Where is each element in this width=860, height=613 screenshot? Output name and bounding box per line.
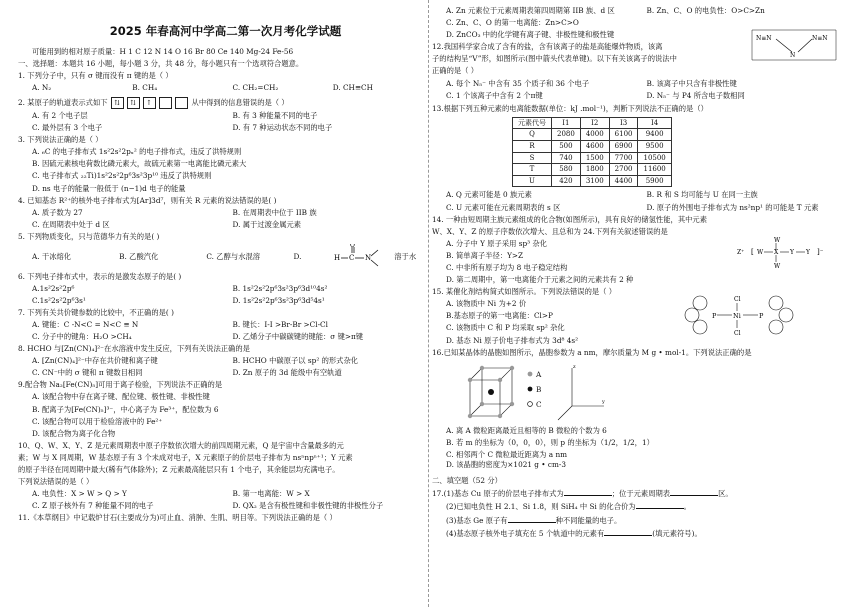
- q4-options: [18, 220, 433, 231]
- option: B. HCHO 中碳原子以 sp² 的形式杂化: [232, 356, 359, 366]
- option: A. 该配合物中存在离子键、配位键、极性键、非极性键: [32, 392, 210, 402]
- option: D. H C O N 溶于水: [294, 244, 433, 270]
- q14-stem: 14. 一种由短周期主族元素组成的化合物(如图所示)，具有良好的储氢性能，其中元素: [432, 214, 708, 224]
- q1-stem: 1. 下列分子中，只有 σ 键而没有 π 键的是（ ）: [18, 70, 173, 80]
- svg-text:N: N: [790, 52, 796, 60]
- table-cell: 6100: [609, 129, 638, 141]
- table-cell: 9400: [638, 129, 671, 141]
- ionization-table: [512, 117, 672, 188]
- option: D. ns 电子的能量一般低于 (n−1)d 电子的能量: [32, 183, 186, 193]
- option: B. 配离子为[Fe(CN)₅]³⁻，中心离子为 Fe³⁺，配位数为 6: [32, 404, 219, 414]
- q12-options: [432, 91, 847, 102]
- option: A. 质子数为 27: [32, 207, 83, 217]
- table-header: I3: [609, 117, 638, 129]
- q11-options: [432, 6, 847, 17]
- table-cell: 4600: [580, 141, 609, 153]
- q9-stem: 9.配合物 Na₂[Fe(CN)₅]可用于离子检验，下列说法不正确的是: [18, 380, 223, 390]
- table-cell: 2080: [552, 129, 581, 141]
- svg-text:]⁻: ]⁻: [817, 247, 824, 256]
- option: D. 第二周期中，第一电离能介于元素之间的元素共有 2 种: [446, 275, 634, 285]
- q4-stem: 4. 已知基态 R²⁺的核外电子排布式为[Ar]3d⁷，则有关 R 元素的说法错误的是( ): [18, 195, 277, 205]
- option: C. CN⁻中的 σ 键和 π 键数目相同: [32, 368, 143, 378]
- option: B. Zn、C、O 的电负性：O>C>Zn: [646, 6, 765, 15]
- answer-blank[interactable]: [604, 528, 652, 536]
- nickel-catalyst-structure-icon: [682, 289, 802, 341]
- q16-stem: 16.已知某晶体的晶胞如图所示，晶胞参数为 a nm，摩尔质量为 M g • mol-1。下列说法正确的是: [432, 347, 752, 357]
- option: C. 最外层有 3 个电子: [32, 123, 103, 133]
- svg-text:Ni: Ni: [733, 312, 741, 321]
- svg-text:C: C: [349, 254, 355, 262]
- orbital-box-2p: [175, 97, 188, 109]
- svg-text:[: [: [751, 247, 754, 256]
- svg-text:H: H: [334, 254, 341, 262]
- option: D. 原子的外围电子排布式为 ns²np¹ 的可能是 T 元素: [646, 202, 819, 212]
- option: A. 分子中 Y 原子采用 sp³ 杂化: [446, 238, 548, 248]
- option: A. ₆C 的电子排布式 1s²2s²2pₓ² 的电子排布式，违反了洪特规则: [32, 147, 242, 157]
- orbital-box-2s: ⇅: [127, 97, 140, 109]
- option: C. 该物质中 C 和 P 均采取 sp² 杂化: [446, 323, 565, 333]
- q2-options: [18, 111, 433, 122]
- option: C. 电子排布式 ₂₂Ti)1s²2s²2p⁶3s²3p¹⁰ 违反了洪特规则: [32, 171, 212, 181]
- q15-block: [432, 287, 847, 346]
- answer-blank[interactable]: [670, 488, 718, 496]
- q15-stem: 15. 某催化剂结构简式如图所示。下列说法错误的是（ ）: [432, 287, 617, 297]
- svg-text:Y: Y: [806, 248, 810, 256]
- section-1-heading: 一、选择题：本题共 16 小题，每小题 3 分，共 48 分，每小题只有一个选项符合题意。: [18, 58, 304, 68]
- q1-options: [18, 83, 433, 94]
- section-2-heading: 二、填空题（52 分）: [432, 476, 502, 486]
- option: C. 中非所有原子均为 8 电子稳定结构: [446, 262, 568, 272]
- option: D. N₅⁻ 与 P4 所含电子数相同: [646, 90, 745, 100]
- orbital-box-2p: ↑: [143, 97, 156, 109]
- svg-text:P: P: [712, 312, 717, 321]
- option: A. Q 元素可能是 0 族元素: [446, 190, 532, 200]
- svg-text:Z⁺: Z⁺: [737, 248, 745, 256]
- table-header-row: [513, 117, 672, 129]
- table-row: [513, 164, 672, 176]
- option: B. 键长：I-I >Br-Br >Cl-Cl: [232, 319, 328, 329]
- q10-stem: 10、Q、W、X、Y、Z 是元素周期表中原子序数依次增大的前四周期元素，Q 是宇宙中含量最多的元: [18, 440, 344, 450]
- table-cell: 5900: [638, 175, 671, 187]
- option: B. 有 3 种能量不同的电子: [232, 110, 318, 120]
- option: D. QX₂ 是含有极性键和非极性键的非极性分子: [232, 501, 384, 511]
- option: B. CH₄: [132, 82, 158, 92]
- q12-stem: 子的结构呈“V”形，如图所示(图中箭头代表单键)。以下有关该离子的说法中: [432, 54, 677, 64]
- option: A. [Zn(CN)₄]²⁻中存在共价键和离子键: [32, 356, 158, 366]
- table-row: [513, 152, 672, 164]
- option: A.1s²2s²2p⁶: [32, 283, 75, 293]
- table-cell: 500: [552, 141, 581, 153]
- q10-options: [18, 501, 433, 512]
- q10-stem: 下列说法错误的是（ ）: [18, 477, 94, 487]
- q16-options: [432, 426, 654, 462]
- left-column: [18, 0, 433, 607]
- option: D. 该配合物为离子化合物: [32, 428, 116, 438]
- table-cell: 9500: [638, 141, 671, 153]
- answer-blank[interactable]: [636, 501, 684, 509]
- svg-text:Cl: Cl: [734, 296, 741, 304]
- option: D. Zn 原子的 3d 能级中有空轨道: [232, 368, 342, 378]
- q6-options: [18, 296, 433, 307]
- q7-stem: 7. 下列有关共价键参数的比较中，不正确的是( ): [18, 307, 174, 317]
- table-cell: 3100: [580, 175, 609, 187]
- table-cell: U: [513, 175, 552, 187]
- table-cell: 1500: [580, 152, 609, 164]
- legend-label-c: C: [536, 399, 542, 409]
- option: C. 乙醇与水混溶: [206, 251, 261, 261]
- q2-stem: 2. 某原子的轨道表示式如下 ⇅ ⇅ ↑ 从中得到的信息错误的是（ ）: [18, 98, 289, 108]
- option: D. ZnCO₃ 中的化学键有离子键、非极性键和极性键: [446, 30, 615, 40]
- compound-structure-icon: [737, 237, 837, 269]
- q10-stem: 素；W 与 X 同周期，W 基态原子有 3 个未成对电子，X 元素原子的价层电子排布为 nsⁿnpⁿ⁺¹；Y 元素: [18, 452, 353, 462]
- q7-options: [18, 332, 433, 343]
- q6-stem: 6. 下列电子排布式中，表示的是激发态原子的是( ): [18, 271, 182, 281]
- option: B.基态原子的第一电离能：Cl>P: [446, 311, 553, 321]
- option: A. 离 A 微粒距离最近且相等的 B 微粒的个数为 6: [446, 425, 607, 435]
- legend-label-a: A: [536, 369, 542, 379]
- table-row: [513, 129, 672, 141]
- option: A. 有 2 个电子层: [32, 110, 88, 120]
- svg-text:N≡N: N≡N: [812, 35, 828, 43]
- svg-text:Y: Y: [790, 248, 794, 256]
- option: C.1s²2s²2p⁶3s¹: [32, 295, 86, 305]
- svg-text:z: z: [573, 363, 576, 370]
- svg-text:Cl: Cl: [734, 330, 741, 338]
- option: C. U 元素可能在元素周期表的 s 区: [446, 202, 561, 212]
- table-row: [513, 175, 672, 187]
- answer-blank[interactable]: [564, 488, 612, 496]
- svg-text:N≡N: N≡N: [756, 35, 772, 43]
- option: C. 相邻两个 C 微粒最近距离为 a nm: [446, 449, 568, 459]
- table-cell: 580: [552, 164, 581, 176]
- table-cell: 7700: [609, 152, 638, 164]
- option: B. R 和 S 均可能与 U 在同一主族: [646, 190, 758, 200]
- table-cell: 1800: [580, 164, 609, 176]
- table-cell: R: [513, 141, 552, 153]
- table-header: I4: [638, 117, 671, 129]
- q13-options: [432, 190, 847, 201]
- q13-stem: 13.根据下列五种元素的电离能数据(单位：kJ .mol⁻¹)，判断下列说法不正确的是（）: [432, 104, 708, 114]
- option: D. CH≡CH: [332, 82, 373, 92]
- option: C. Z 原子核外有 7 种能量不同的电子: [32, 501, 154, 511]
- table-cell: 11600: [638, 164, 671, 176]
- orbital-box-1s: ⇅: [111, 97, 124, 109]
- svg-text:N: N: [365, 254, 372, 262]
- q4-options: [18, 208, 433, 219]
- q10-stem: 的原子半径在同周期中最大(稀有气体除外)；Z 元素最高能层只有 1 个电子，其余能层均充满电子。: [18, 465, 340, 474]
- table-cell: 6900: [609, 141, 638, 153]
- q12-stem: 正确的是（ ）: [432, 66, 479, 76]
- option: D. 属于过渡金属元素: [232, 219, 302, 229]
- q14-block: [432, 236, 847, 286]
- n5-ion-structure-icon: [750, 28, 840, 62]
- option: D. 1s²2s²2p⁶3s²3p⁶3d⁵4s¹: [232, 295, 325, 305]
- svg-text:W: W: [757, 248, 764, 256]
- q17-line-4: (4)基态原子核外电子填充在 5 个轨道中的元素有 (填元素符号)。: [446, 528, 702, 538]
- table-cell: S: [513, 152, 552, 164]
- option: B. 第一电离能：W > X: [232, 489, 310, 499]
- table-cell: 420: [552, 175, 581, 187]
- svg-text:X: X: [774, 248, 779, 256]
- q14-stem: W、X、Y、Z 的原子序数依次增大、且总和为 24.下列有关叙述错误的是: [432, 226, 668, 236]
- page-title: 2025 年春高河中学高二第一次月考化学试题: [109, 24, 342, 38]
- q17-line-3: (3)基态 Ge 原子有 种不同能量的电子。: [446, 515, 622, 525]
- q8-stem: 8. HCHO 与[Zn(CN)₄]²⁻在水溶液中发生反应，下列有关说法正确的是: [18, 344, 250, 354]
- option: A. 键能：C -N<C = N<C ≡ N: [32, 319, 139, 329]
- table-cell: T: [513, 164, 552, 176]
- dmf-structure-icon: [332, 244, 394, 270]
- svg-text:O: O: [350, 244, 356, 249]
- q5-stem: 5. 下列物质变化，只与范德华力有关的是( ): [18, 231, 160, 241]
- option: D. 基态 Ni 原子价电子排布式为 3d⁸ 4s²: [446, 335, 579, 345]
- table-cell: 2700: [609, 164, 638, 176]
- answer-blank[interactable]: [508, 515, 556, 523]
- option: B. 简单离子半径：Y>Z: [446, 250, 524, 260]
- table-cell: 4400: [609, 175, 638, 187]
- q12-stem: 12.我国科学家合成了含有的盐，含有该离子的盐是高能爆炸物质，该离: [432, 42, 663, 52]
- option: C. 在周期表中处于 d 区: [32, 219, 110, 229]
- orbital-diagram: [111, 97, 188, 109]
- table-cell: 4000: [580, 129, 609, 141]
- option: B. 因硫元素核电荷数比磷元素大，故硫元素第一电离能比磷元素大: [32, 159, 247, 169]
- option: B. 该离子中只含有非极性键: [646, 78, 737, 88]
- q3-stem: 3. 下列说法正确的是（ ）: [18, 135, 103, 145]
- table-header: 元素代号: [513, 117, 552, 129]
- q17-line-2: (2)已知电负性 H 2.1、Si 1.8，则 SiH₄ 中 Si 的化合价为 。: [446, 502, 691, 512]
- q8-options: [18, 356, 433, 367]
- option: C. Zn、C、O 的第一电离能：Zn>C>O: [446, 18, 579, 28]
- right-column: [432, 0, 847, 613]
- table-header: I2: [580, 117, 609, 129]
- option: A. 电负性：X > W > Q > Y: [32, 489, 127, 499]
- svg-text:W: W: [774, 262, 781, 269]
- q2-options: [18, 123, 433, 134]
- q10-options: [18, 489, 433, 500]
- option: A. 该物质中 Ni 为+2 价: [446, 299, 527, 309]
- option: D. 乙烯分子中碳碳键的键能：σ 键>π键: [232, 331, 364, 341]
- option: A. 每个 N₅⁻ 中含有 35 个质子和 36 个电子: [446, 78, 590, 88]
- option: D. 有 7 种运动状态不同的电子: [232, 123, 333, 133]
- table-cell: 10500: [638, 152, 671, 164]
- legend-label-b: B: [536, 384, 542, 394]
- option: C. 该配合物可以用于检验溶液中的 Fe²⁺: [32, 416, 163, 426]
- option: A. Zn 元素位于元素周期表第四周期第 IIB 族、d 区: [446, 6, 615, 15]
- q8-options: [18, 368, 433, 379]
- q11-stem: 11.《本草纲目》中记载炉甘石(主要成分为)可止血、消肿、生肌、明目等。下列说法正确的是（ ）: [18, 513, 337, 523]
- q6-options: [18, 284, 433, 295]
- option: B. 1s²2s²2p⁶3s²3p⁶3d¹⁰4s²: [232, 283, 328, 293]
- option: B. 乙酸汽化: [119, 251, 159, 261]
- q7-options: [18, 320, 433, 331]
- orbital-box-2p: [159, 97, 172, 109]
- option: A. 干冰熔化: [32, 251, 72, 261]
- option: C. CH₂=CH₂: [232, 82, 279, 92]
- svg-text:P: P: [759, 312, 764, 321]
- q5-options: [18, 244, 433, 270]
- table-header: I1: [552, 117, 581, 129]
- table-cell: 740: [552, 152, 581, 164]
- svg-text:y: y: [602, 398, 605, 405]
- option: B. 在周期表中位于 IIB 族: [232, 207, 317, 217]
- q13-options: [432, 203, 847, 214]
- option: A. N₂: [32, 82, 52, 92]
- q16-block: [432, 348, 847, 460]
- svg-text:W: W: [774, 236, 781, 244]
- option: D. 该晶胞的密度为×1021 g • cm-3: [446, 459, 567, 469]
- option: B. 若 m 的坐标为（0，0，0），则 p 的坐标为（1/2，1/2，1）: [446, 437, 654, 447]
- table-row: [513, 141, 672, 153]
- option: C. 分子中的键角：H₂O >CH₄: [32, 331, 132, 341]
- q12-options: [432, 79, 847, 90]
- atomic-masses: 可能用到的相对原子质量：H 1 C 12 N 14 O 16 Br 80 Ce 140 Mg-24 Fe-56: [32, 46, 294, 56]
- q17-line-1: 17.(1)基态 Cu 原子的价层电子排布式为 ；位于元素周期表 区。: [432, 489, 733, 499]
- table-cell: Q: [513, 129, 552, 141]
- option: C. 1 个该离子中含有 2 个π键: [446, 90, 543, 100]
